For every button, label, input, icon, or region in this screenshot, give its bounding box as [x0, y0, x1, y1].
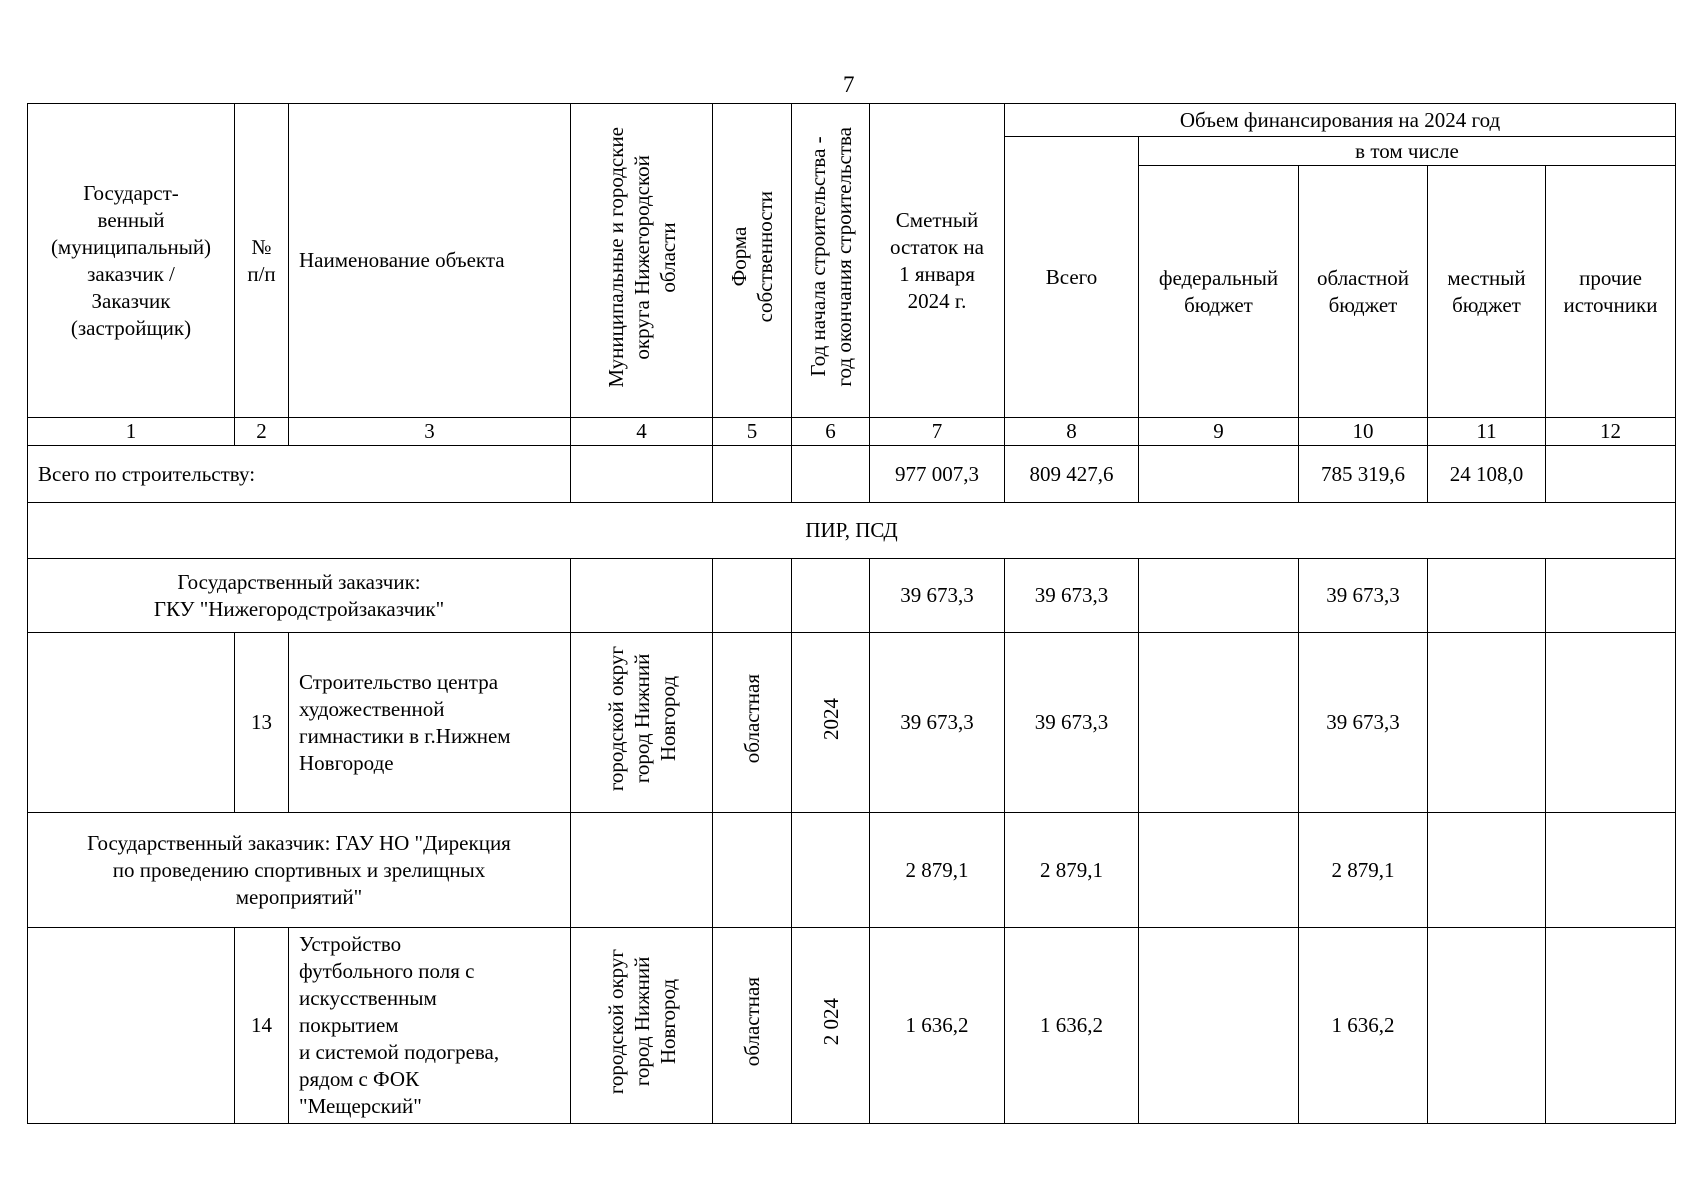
column-number: 5 [713, 418, 792, 446]
total-sum: 809 427,6 [1005, 446, 1139, 503]
header-municipalities [571, 104, 713, 418]
object-row [28, 928, 1676, 1124]
object-ownership [713, 928, 792, 1124]
object-total: 39 673,3 [1005, 633, 1139, 813]
header-total: Всего [1005, 137, 1139, 418]
total-local: 24 108,0 [1428, 446, 1546, 503]
group-estimate: 2 879,1 [870, 813, 1005, 928]
object-estimate: 1 636,2 [870, 928, 1005, 1124]
total-estimate: 977 007,3 [870, 446, 1005, 503]
object-years [792, 928, 870, 1124]
total-federal [1139, 446, 1299, 503]
object-regional: 1 636,2 [1299, 928, 1428, 1124]
column-number: 2 [235, 418, 289, 446]
object-years-text: 2 024 [818, 998, 843, 1046]
total-label: Всего по строительству: [28, 446, 571, 503]
total-other [1546, 446, 1676, 503]
column-number-row [28, 418, 1676, 446]
object-regional: 39 673,3 [1299, 633, 1428, 813]
object-name: Строительство центра художественной гимнастики в г.Нижнем Новгороде [289, 633, 571, 813]
header-row-1 [28, 104, 1676, 137]
header-other: прочие источники [1546, 166, 1676, 418]
section-row [28, 503, 1676, 559]
group-customer: Государственный заказчик: ГКУ "Нижегородстройзаказчик" [28, 559, 571, 633]
header-estimate: Сметный остаток на 1 января 2024 г. [870, 104, 1005, 418]
object-municipality [571, 928, 713, 1124]
object-municipality [571, 633, 713, 813]
header-regional: областной бюджет [1299, 166, 1428, 418]
object-ownership [713, 633, 792, 813]
group-regional: 2 879,1 [1299, 813, 1428, 928]
header-ownership-text: Форма собственности [727, 191, 777, 323]
column-number: 6 [792, 418, 870, 446]
header-ownership [713, 104, 792, 418]
object-municipality-text: городской округ город Нижний Новгород [603, 949, 680, 1095]
column-number: 3 [289, 418, 571, 446]
group-regional: 39 673,3 [1299, 559, 1428, 633]
object-name: Устройство футбольного поля с искусственным покрытием и системой подогрева, рядом с ФОК "Мещерский" [289, 928, 571, 1124]
column-number: 10 [1299, 418, 1428, 446]
page-number: 7 [843, 72, 855, 97]
header-financing: Объем финансирования на 2024 год [1005, 104, 1676, 137]
object-number: 13 [235, 633, 289, 813]
header-years-text: Год начала строительства - год окончания строительства [805, 127, 856, 387]
column-number: 7 [870, 418, 1005, 446]
group-customer: Государственный заказчик: ГАУ НО "Дирекция по проведению спортивных и зрелищных мероприятий" [28, 813, 571, 928]
object-number: 14 [235, 928, 289, 1124]
group-row [28, 813, 1676, 928]
object-ownership-text: областная [740, 674, 764, 764]
header-object-name: Наименование объекта [289, 104, 571, 418]
header-federal: федеральный бюджет [1139, 166, 1299, 418]
object-row [28, 633, 1676, 813]
group-total: 2 879,1 [1005, 813, 1139, 928]
column-number: 4 [571, 418, 713, 446]
object-years-text: 2024 [818, 698, 843, 740]
header-number: № п/п [235, 104, 289, 418]
header-including: в том числе [1139, 137, 1676, 166]
total-regional: 785 319,6 [1299, 446, 1428, 503]
column-number: 8 [1005, 418, 1139, 446]
object-ownership-text: областная [740, 977, 764, 1067]
column-number: 1 [28, 418, 235, 446]
object-municipality-text: городской округ город Нижний Новгород [603, 646, 680, 792]
group-row [28, 559, 1676, 633]
column-number: 12 [1546, 418, 1676, 446]
object-total: 1 636,2 [1005, 928, 1139, 1124]
column-number: 11 [1428, 418, 1546, 446]
section-title: ПИР, ПСД [28, 503, 1676, 559]
header-years [792, 104, 870, 418]
total-row [28, 446, 1676, 503]
group-total: 39 673,3 [1005, 559, 1139, 633]
header-customer: Государст- венный (муниципальный) заказчик / Заказчик (застройщик) [28, 104, 235, 418]
group-estimate: 39 673,3 [870, 559, 1005, 633]
header-local: местный бюджет [1428, 166, 1546, 418]
header-municipalities-text: Муниципальные и городские округа Нижегородской области [603, 126, 680, 388]
column-number: 9 [1139, 418, 1299, 446]
financing-table [27, 103, 1676, 1124]
object-years [792, 633, 870, 813]
object-estimate: 39 673,3 [870, 633, 1005, 813]
